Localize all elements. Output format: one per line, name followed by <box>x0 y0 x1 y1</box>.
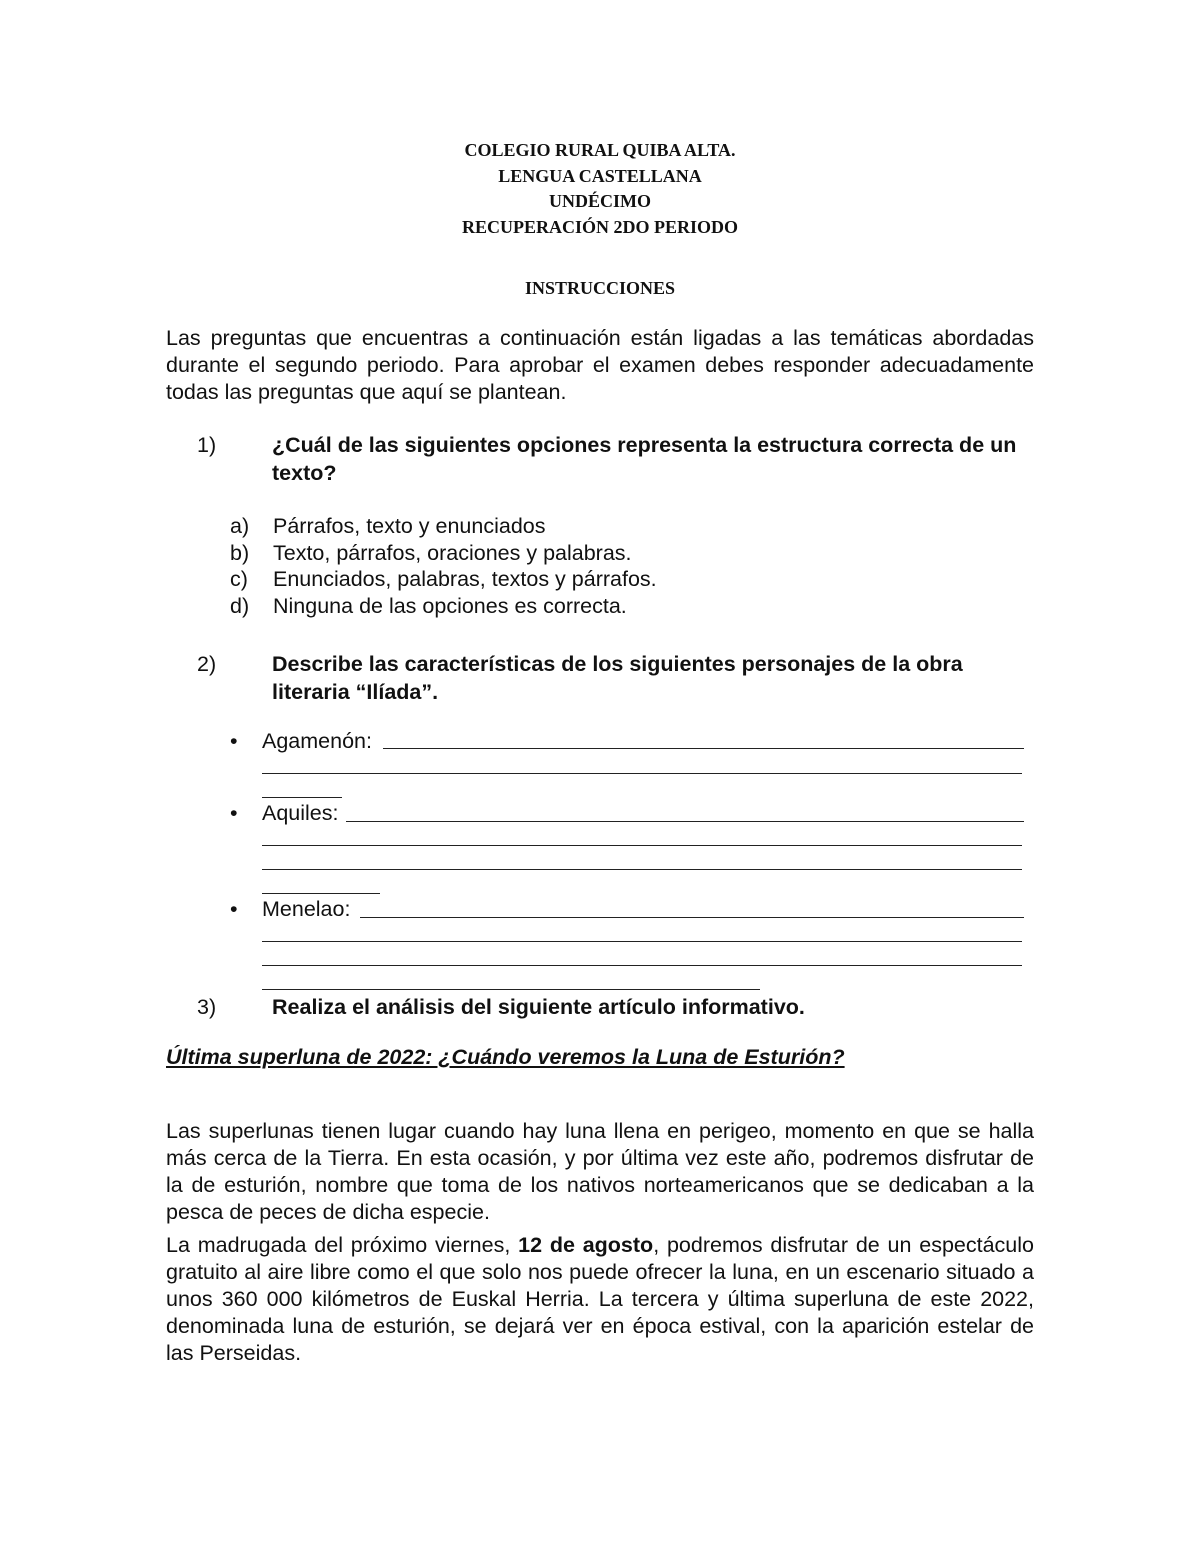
answer-line[interactable] <box>262 965 1022 966</box>
article-date-highlight: 12 de agosto <box>518 1233 654 1257</box>
answer-line[interactable] <box>262 989 760 990</box>
article-title: Última superluna de 2022: ¿Cuándo veremos la Luna de Esturión? <box>166 1045 845 1069</box>
article-paragraph-2 <box>166 1232 1034 1367</box>
option-letter: c) <box>230 567 248 591</box>
bullet-icon: • <box>230 801 238 825</box>
answer-line[interactable] <box>262 893 380 894</box>
option-c <box>230 566 657 593</box>
answer-line[interactable] <box>262 941 1022 942</box>
option-b <box>230 540 657 567</box>
question-3-text: Realiza el análisis del siguiente artículo informativo. <box>272 995 805 1019</box>
answer-line[interactable] <box>262 773 1022 774</box>
question-1-options <box>230 513 657 619</box>
option-text: Texto, párrafos, oraciones y palabras. <box>273 540 632 565</box>
document-header <box>0 138 1200 240</box>
exam-name: RECUPERACIÓN 2DO PERIODO <box>461 216 738 237</box>
option-letter: d) <box>230 593 250 618</box>
answer-line[interactable] <box>360 917 1024 918</box>
bullet-icon: • <box>230 729 238 753</box>
option-letter: a) <box>230 514 250 538</box>
character-label: Agamenón: <box>262 729 372 753</box>
subject-name: LENGUA CASTELLANA <box>498 165 702 186</box>
article-paragraph-2-end: , podremos disfrutar de un espectáculo gratuito al aire libre como el que solo nos puede ofrecer la luna, en un escenario situado a unos 360 000 kilómetros de Euskal Herria. La tercera y última superluna de este 2022, denominada luna de esturión, se dejará ver en época estival, con la aparición estelar de las Perseidas. <box>166 1233 1034 1365</box>
instructions-title: INSTRUCCIONES <box>524 278 676 298</box>
option-text: Párrafos, texto y enunciados <box>273 514 546 538</box>
school-name: COLEGIO RURAL QUIBA ALTA. <box>464 140 736 160</box>
option-letter: b) <box>230 540 250 565</box>
answer-line[interactable] <box>346 821 1024 822</box>
option-d <box>230 593 657 620</box>
answer-line[interactable] <box>262 797 342 798</box>
answer-line[interactable] <box>383 748 1024 749</box>
question-1-number: 1) <box>197 433 217 457</box>
option-text: Ninguna de las opciones es correcta. <box>273 593 627 618</box>
instructions-text: Las preguntas que encuentras a continuación están ligadas a las temáticas abordadas durante el segundo periodo. Para aprobar el examen debes responder adecuadamente todas las preguntas que aquí se plantean. <box>166 326 1034 404</box>
option-a <box>230 513 657 540</box>
question-2-text: Describe las características de los siguientes personajes de la obra literaria “Ilíada”. <box>272 652 963 704</box>
answer-line[interactable] <box>262 869 1022 870</box>
character-label: Menelao: <box>262 897 351 921</box>
option-text: Enunciados, palabras, textos y párrafos. <box>273 567 657 591</box>
answer-line[interactable] <box>262 845 1022 846</box>
article-paragraph-1: Las superlunas tienen lugar cuando hay luna llena en perigeo, momento en que se halla más cerca de la Tierra. En esta ocasión, y por última vez este año, podremos disfrutar de la de esturión, nombre que toma de los nativos norteamericanos que se dedicaban a la pesca de peces de dicha especie. <box>166 1119 1034 1224</box>
question-2-number: 2) <box>197 652 217 676</box>
question-3-number: 3) <box>197 995 217 1019</box>
article-paragraph-2-start: La madrugada del próximo viernes, <box>166 1233 519 1257</box>
grade-name: UNDÉCIMO <box>549 191 651 211</box>
character-label: Aquiles: <box>262 801 339 825</box>
bullet-icon: • <box>230 897 238 921</box>
question-1-text: ¿Cuál de las siguientes opciones representa la estructura correcta de un texto? <box>272 433 1017 485</box>
